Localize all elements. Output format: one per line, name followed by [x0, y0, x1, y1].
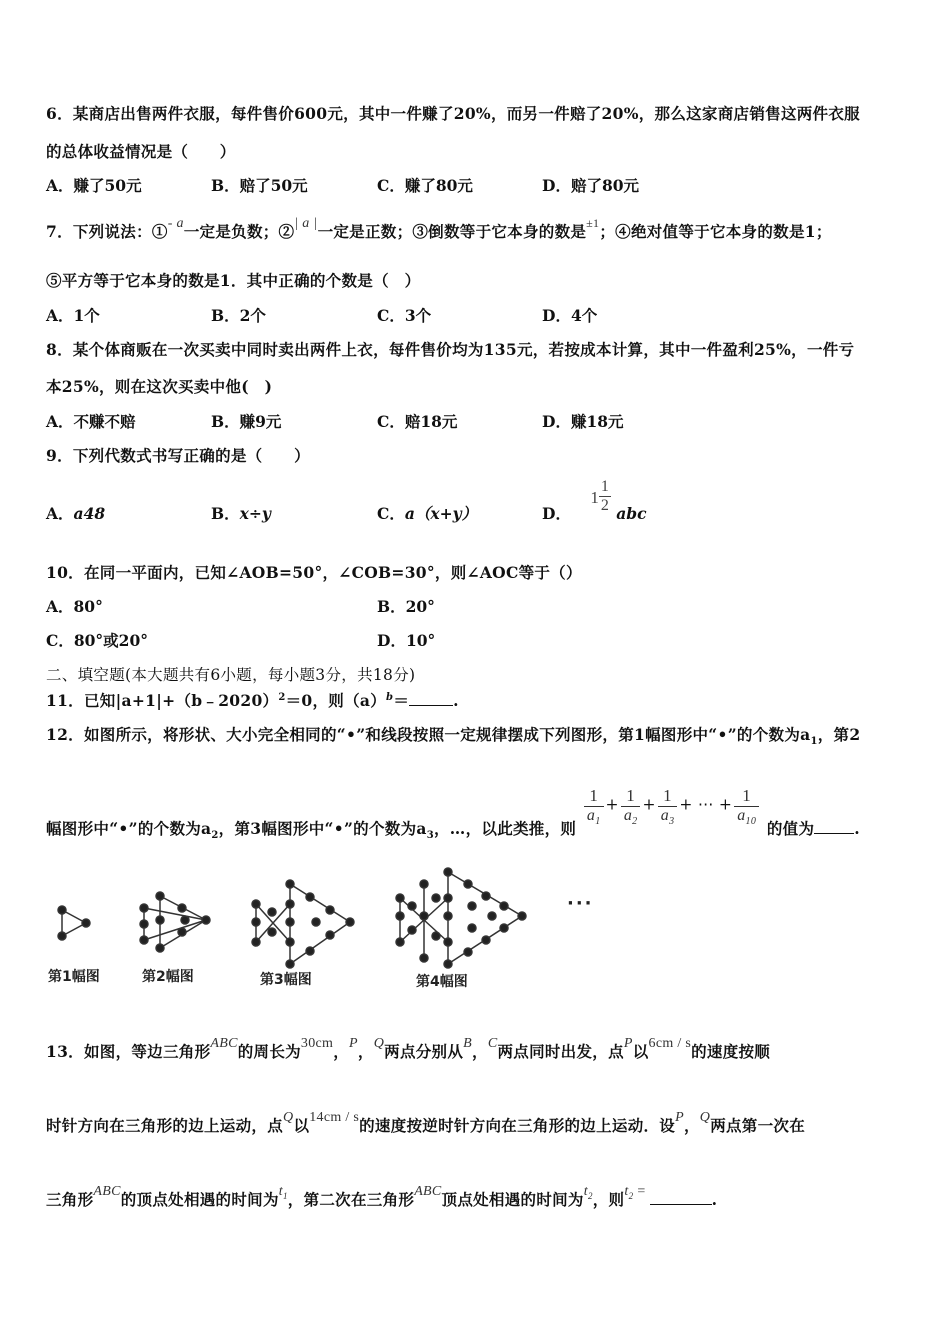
- figure-3-pattern: [252, 880, 354, 968]
- q10-option-a: A．80°: [46, 597, 103, 616]
- q11-line: 11．已知|a+1|+（b﹣2020）$^2$＝0，则$(a)^b=$ .: [46, 691, 459, 710]
- q8-option-c: C．赔18元: [377, 412, 458, 431]
- figure-1-label: 第1幅图: [48, 969, 100, 985]
- q8-option-d: D．赚18元: [542, 412, 624, 431]
- q9-option-a: A．a48: [46, 504, 106, 523]
- q7-option-b: B．2个: [211, 306, 266, 325]
- dot-pattern-figure: [40, 860, 640, 1000]
- q8-line1: 8．某个体商贩在一次买卖中同时卖出两件上衣，每件售价均为135元，若按成本计算，其中一件盈利25%，一件亏: [46, 340, 855, 359]
- q7-pm1: ±1: [586, 216, 600, 230]
- q9-mixed-number: 1 $\frac{1}{2}$: [590, 478, 609, 514]
- frac-1-a3: $\frac{1}{a_3}$: [658, 786, 678, 825]
- q12-line2: 幅图形中“•”的个数为$a_2$，第3幅图形中“•”的个数为$a_3$，…，以此类推，则 $\frac{1}{a_1}$ + $\frac{1}{a_2}$ + $\frac{1}{a_3}$ + ⋯ + $\frac{1}{a_{10}}$ 的值为 .: [46, 786, 860, 841]
- q9-line1: 9．下列代数式书写正确的是（ ）: [46, 446, 310, 465]
- q7-option-d: D．4个: [542, 306, 598, 325]
- q6-line1: 6．某商店出售两件衣服，每件售价600元，其中一件赚了20%，而另一件赔了20%，那么这家商店销售这两件衣服: [46, 104, 860, 123]
- q7-option-a: A．1个: [46, 306, 100, 325]
- q10-line1: 10．在同一平面内，已知∠AOB=50°，∠COB=30°，则∠AOC等于（）: [46, 563, 582, 582]
- q10-option-d: D．10°: [377, 631, 436, 650]
- q9-option-b: B．x÷y: [211, 504, 271, 523]
- q8-option-b: B．赚9元: [211, 412, 282, 431]
- q12-answer-blank[interactable]: [814, 833, 854, 834]
- q13-answer-blank[interactable]: [650, 1204, 712, 1205]
- q9-option-d: D． 1 $\frac{1}{2}$ abc: [542, 478, 647, 523]
- q7-option-c: C．3个: [377, 306, 432, 325]
- frac-1-a10: $\frac{1}{a_{10}}$: [734, 786, 759, 825]
- q11-answer-blank[interactable]: [409, 705, 453, 706]
- figure-1-pattern: [58, 906, 90, 940]
- figure-3-label: 第3幅图: [260, 972, 312, 988]
- q13-line2: 时针方向在三角形的边上运动，点Q以14cm / s的速度按逆时针方向在三角形的边上运动．设P，Q两点第一次在: [46, 1110, 806, 1135]
- frac-1-a1: $\frac{1}{a_1}$: [584, 786, 604, 825]
- figure-ellipsis: ···: [567, 893, 594, 914]
- q7-abs-a: | a |: [294, 216, 318, 231]
- q8-line2: 本25%，则在这次买卖中他( ): [46, 377, 273, 396]
- figure-2-label: 第2幅图: [142, 969, 194, 985]
- figure-4-pattern: [396, 868, 526, 968]
- figure-4-label: 第4幅图: [416, 974, 468, 990]
- q10-option-c: C．80°或20°: [46, 631, 148, 650]
- q9-option-c: C．a（x+y）: [377, 504, 478, 523]
- q7-neg-a: - a: [167, 216, 184, 231]
- frac-1-a2: $\frac{1}{a_2}$: [621, 786, 641, 825]
- section-heading: 二、填空题(本大题共有6小题，每小题3分，共18分): [46, 666, 416, 684]
- q7-line2: ⑤平方等于它本身的数是1．其中正确的个数是（ ）: [46, 271, 421, 290]
- q6-option-c: C．赚了80元: [377, 176, 473, 195]
- q8-option-a: A．不赚不赔: [46, 412, 136, 431]
- q7-line1: 7．下列说法：①- a一定是负数；②| a |一定是正数；③倒数等于它本身的数是$^{\pm 1}$；④绝对值等于它本身的数是1；: [46, 216, 832, 241]
- q6-line2: 的总体收益情况是（ ）: [46, 142, 236, 161]
- q12-line1: 12．如图所示，将形状、大小完全相同的“•”和线段按照一定规律摆成下列图形，第1幅图形中“•”的个数为$a_1$，第2: [46, 725, 861, 747]
- q10-option-b: B．20°: [377, 597, 435, 616]
- q13-line1: 13．如图，等边三角形ABC的周长为30cm，P，Q两点分别从B，C两点同时出发，点P以6cm / s的速度按顺: [46, 1036, 771, 1061]
- figure-2-pattern: [140, 892, 210, 952]
- q6-option-b: B．赔了50元: [211, 176, 308, 195]
- q6-option-d: D．赔了80元: [542, 176, 640, 195]
- q13-line3: 三角形ABC的顶点处相遇的时间为$t^1$，第二次在三角形ABC顶点处相遇的时间为$t^2$，则$t^2$ = .: [46, 1184, 718, 1209]
- q6-option-a: A．赚了50元: [46, 176, 142, 195]
